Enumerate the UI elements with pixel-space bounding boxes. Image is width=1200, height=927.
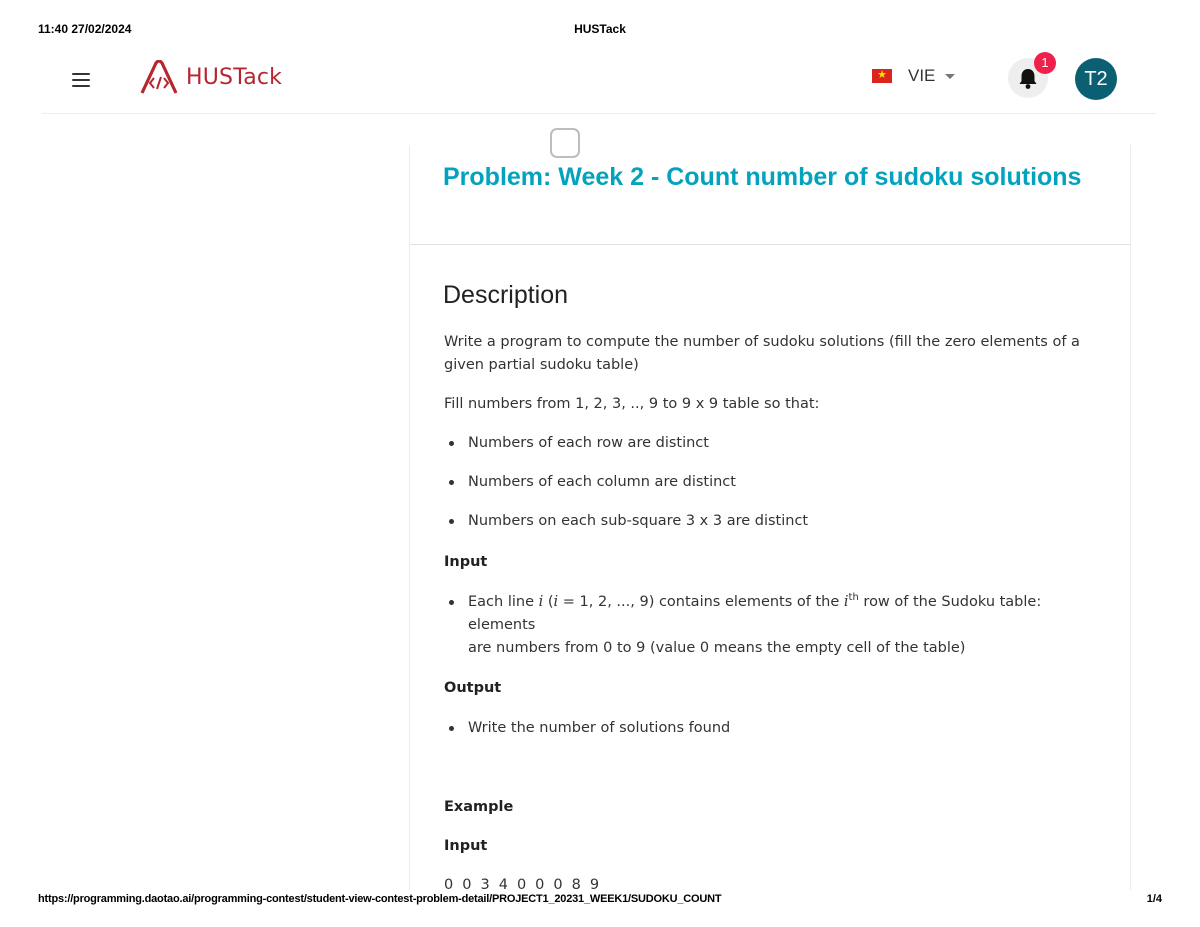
list-item: Numbers of each row are distinct [444, 432, 1084, 455]
example-input-line: 0 0 3 4 0 0 0 8 9 [444, 877, 602, 890]
problem-title: Problem: Week 2 - Count number of sudoku solutions [443, 163, 1082, 191]
hamburger-menu-icon[interactable] [68, 68, 94, 92]
example-input-heading: Input [444, 838, 488, 854]
input-list [444, 591, 1084, 660]
math-var: i [538, 594, 544, 610]
list-item [444, 591, 1084, 660]
input-text-rest: row of the Sudoku table: elements [468, 594, 1042, 633]
language-label: VIE [908, 66, 936, 85]
print-datetime: 11:40 27/02/2024 [38, 22, 132, 36]
intro-text [444, 331, 1084, 377]
list-item: Numbers of each column are distinct [444, 471, 1084, 494]
logo[interactable] [140, 60, 282, 94]
print-page-title: HUSTack [574, 22, 626, 36]
hustack-arch-logo-icon [140, 60, 178, 94]
print-page-number: 1/4 [1146, 893, 1162, 905]
math-superscript: th [848, 592, 859, 604]
output-heading: Output [444, 680, 502, 696]
list-item: Numbers on each sub-square 3 x 3 are distinct [444, 510, 1084, 533]
avatar[interactable]: T2 [1075, 58, 1117, 100]
intro-line-1: Write a program to compute the number of sudoku solutions (fill the zero elements of a [444, 334, 1080, 350]
fill-text: Fill numbers from 1, 2, 3, .., 9 to 9 x 9 table so that: [444, 396, 820, 412]
print-url: https://programming.daotao.ai/programming-contest/student-view-contest-problem-detail/PROJECT1_20231_WEEK1/SUDOKU_COUNT [38, 893, 722, 905]
input-text-range: = 1, 2, ..., 9) contains elements of the [558, 594, 844, 610]
problem-description [444, 331, 1084, 890]
notification-badge: 1 [1034, 52, 1056, 74]
math-var: i [843, 594, 849, 610]
description-heading: Description [443, 281, 569, 309]
input-text-prefix: Each line [468, 594, 539, 610]
language-selector[interactable] [872, 66, 955, 86]
example-heading: Example [444, 799, 514, 815]
list-item: Write the number of solutions found [444, 717, 1084, 740]
notification-button[interactable] [1008, 55, 1049, 98]
divider [410, 244, 1130, 245]
output-list [444, 717, 1084, 740]
math-var: i [553, 594, 559, 610]
input-text-paren: ( [543, 594, 554, 610]
rules-list [444, 432, 1084, 533]
app-bar [42, 46, 1156, 114]
brand-name: HUSTack [186, 64, 283, 90]
problem-card [409, 145, 1131, 890]
intro-line-2: given partial sudoku table) [444, 357, 639, 373]
vietnam-flag-icon: ★ [872, 69, 892, 83]
input-heading: Input [444, 554, 488, 570]
input-text-line-2: are numbers from 0 to 9 (value 0 means the empty cell of the table) [468, 640, 966, 656]
caret-down-icon [945, 74, 955, 79]
